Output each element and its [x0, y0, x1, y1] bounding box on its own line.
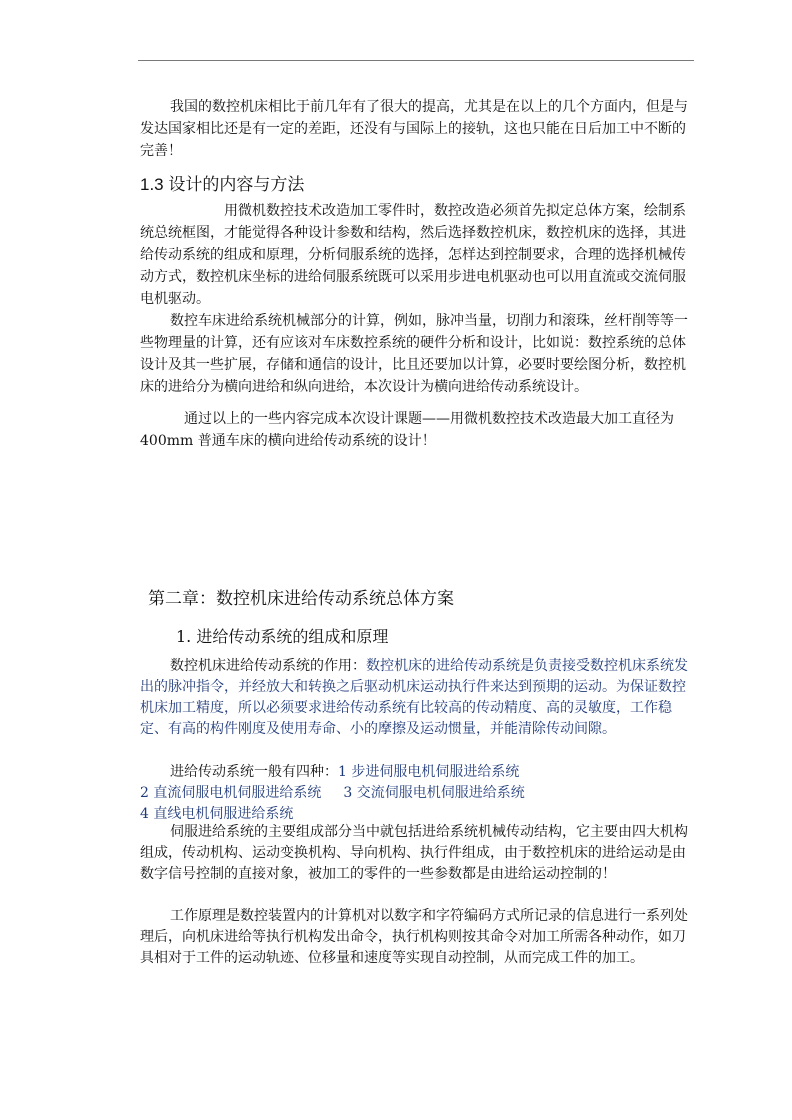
type-item-1: 1 步进伺服电机伺服进给系统 [338, 764, 520, 780]
paragraph-principle: 工作原理是数控装置内的计算机对以数字和字符编码方式所记录的信息进行一系列处理后，向机床进给等执行机构发出命令，执行机构则按其命令对加工所需各种动作，如刀具相对于工件的运动轨迹、位移量和速度等实现自动控制，从而完成工件的加工。 [140, 908, 688, 966]
paragraph-intro: 我国的数控机床相比于前几年有了很大的提高，尤其是在以上的几个方面内，但是与发达国家相比还是有一定的差距，还没有与国际上的接轨，这也只能在日后加工中不断的完善！ [140, 99, 688, 159]
function-body: 数控机床的进给传动系统是负责接受数控机床系统发出的脉冲指令，并经放大和转换之后驱动机床运动执行件来达到预期的运动。为保证数控机床加工精度，所以必须要求进给传动系统有比较高的传动精度、高的灵敏度，工作稳定、有高的构件刚度及使用寿命、小的摩擦及运动惯量，并能清除传动间隙。 [140, 658, 688, 737]
paragraph-design-2: 数控车床进给系统机械部分的计算，例如，脉冲当量，切削力和滚珠，丝杆削等等一些物理量的计算，还有应该对车床数控系统的硬件分析和设计，比如说：数控系统的总体设计及其一些扩展，存储和通信的设计，比且还要加以计算，必要时要绘图分析，数控机床的进给分为横向进给和纵向进给，本次设计为横向进给传动系统设计。 [140, 313, 688, 395]
types-list [140, 762, 690, 825]
section-1-title: 1. 进给传动系统的组成和原理 [176, 627, 389, 646]
function-lead: 数控机床进给传动系统的作用： [170, 658, 366, 674]
paragraph-function [140, 656, 690, 740]
header-rule [138, 60, 694, 61]
paragraph-servo: 伺服进给系统的主要组成部分当中就包括进给系统机械传动结构，它主要由四大机构组成，传动机构、运动变换机构、导向机构、执行件组成，由于数控机床的进给运动是由数字信号控制的直接对象，被加工的零件的一些参数都是由进给运动控制的！ [140, 824, 688, 882]
section-heading-1-3: 1.3 设计的内容与方法 [140, 175, 305, 194]
type-item-2: 2 直流伺服电机伺服进给系统 [140, 785, 322, 801]
types-line-2 [140, 783, 690, 804]
types-lead: 进给传动系统一般有四种： [170, 764, 338, 780]
chapter-2-title: 第二章：数控机床进给传动系统总体方案 [148, 589, 454, 609]
type-item-3: 3 交流伺服电机伺服进给系统 [343, 785, 525, 801]
types-line-1 [140, 762, 690, 783]
paragraph-design-1: 用微机数控技术改造加工零件时，数控改造必须首先拟定总体方案，绘制系统总统框图，才能觉得各种设计参数和结构，然后选择数控机床，数控机床的选择，其进给传动系统的组成和原理，分析伺服系统的选择，怎样达到控制要求，合理的选择机械传动方式，数控机床坐标的进给伺服系统既可以采用步进电机驱动也可以用直流或交流伺服电机驱动。 [140, 203, 686, 307]
paragraph-design-3: 通过以上的一些内容完成本次设计课题——用微机数控技术改造最大加工直径为 400mm 普通车床的横向进给传动系统的设计！ [140, 411, 674, 449]
type-item-4: 4 直线电机伺服进给系统 [140, 806, 294, 822]
